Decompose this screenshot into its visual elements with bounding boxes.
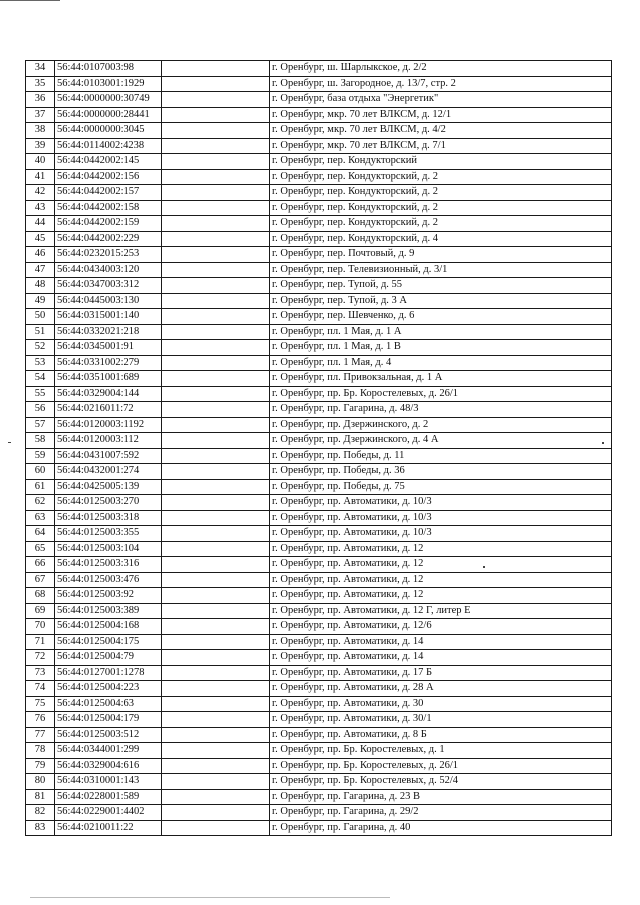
extra-cell bbox=[162, 743, 270, 759]
address-cell: г. Оренбург, пер. Кондукторский, д. 2 bbox=[270, 216, 612, 232]
cadastral-number-cell: 56:44:0125004:63 bbox=[55, 696, 162, 712]
row-number-cell: 39 bbox=[26, 138, 55, 154]
row-number-cell: 45 bbox=[26, 231, 55, 247]
address-cell: г. Оренбург, пл. 1 Мая, д. 4 bbox=[270, 355, 612, 371]
address-cell: г. Оренбург, база отдыха "Энергетик" bbox=[270, 92, 612, 108]
cadastral-number-cell: 56:44:0315001:140 bbox=[55, 309, 162, 325]
address-cell: г. Оренбург, пер. Кондукторский bbox=[270, 154, 612, 170]
address-cell: г. Оренбург, пр. Дзержинского, д. 4 А bbox=[270, 433, 612, 449]
row-number-cell: 74 bbox=[26, 681, 55, 697]
address-cell: г. Оренбург, пр. Автоматики, д. 12 Г, литер Е bbox=[270, 603, 612, 619]
row-number-cell: 76 bbox=[26, 712, 55, 728]
extra-cell bbox=[162, 386, 270, 402]
row-number-cell: 43 bbox=[26, 200, 55, 216]
address-cell: г. Оренбург, пр. Автоматики, д. 10/3 bbox=[270, 495, 612, 511]
address-cell: г. Оренбург, пр. Гагарина, д. 40 bbox=[270, 820, 612, 836]
cadastral-number-cell: 56:44:0120003:112 bbox=[55, 433, 162, 449]
extra-cell bbox=[162, 278, 270, 294]
extra-cell bbox=[162, 758, 270, 774]
table-row bbox=[26, 712, 612, 728]
address-cell: г. Оренбург, ш. Шарлыкское, д. 2/2 bbox=[270, 61, 612, 77]
table-row bbox=[26, 464, 612, 480]
address-cell: г. Оренбург, пр. Автоматики, д. 28 А bbox=[270, 681, 612, 697]
row-number-cell: 72 bbox=[26, 650, 55, 666]
extra-cell bbox=[162, 634, 270, 650]
table-row bbox=[26, 123, 612, 139]
address-cell: г. Оренбург, пер. Шевченко, д. 6 bbox=[270, 309, 612, 325]
table-row bbox=[26, 247, 612, 263]
row-number-cell: 37 bbox=[26, 107, 55, 123]
scan-edge-mark bbox=[0, 0, 60, 1]
extra-cell bbox=[162, 557, 270, 573]
extra-cell bbox=[162, 479, 270, 495]
row-number-cell: 62 bbox=[26, 495, 55, 511]
table-row bbox=[26, 789, 612, 805]
cadastral-number-cell: 56:44:0125003:389 bbox=[55, 603, 162, 619]
scan-speck bbox=[602, 442, 604, 444]
cadastral-number-cell: 56:44:0103001:1929 bbox=[55, 76, 162, 92]
extra-cell bbox=[162, 789, 270, 805]
row-number-cell: 73 bbox=[26, 665, 55, 681]
address-cell: г. Оренбург, пр. Автоматики, д. 10/3 bbox=[270, 510, 612, 526]
cadastral-number-cell: 56:44:0329004:144 bbox=[55, 386, 162, 402]
row-number-cell: 36 bbox=[26, 92, 55, 108]
table-row bbox=[26, 727, 612, 743]
extra-cell bbox=[162, 448, 270, 464]
row-number-cell: 82 bbox=[26, 805, 55, 821]
table-row bbox=[26, 696, 612, 712]
cadastral-number-cell: 56:44:0125003:355 bbox=[55, 526, 162, 542]
cadastral-number-cell: 56:44:0432001:274 bbox=[55, 464, 162, 480]
cadastral-number-cell: 56:44:0232015:253 bbox=[55, 247, 162, 263]
extra-cell bbox=[162, 402, 270, 418]
cadastral-number-cell: 56:44:0442002:145 bbox=[55, 154, 162, 170]
address-cell: г. Оренбург, мкр. 70 лет ВЛКСМ, д. 4/2 bbox=[270, 123, 612, 139]
address-cell: г. Оренбург, пр. Автоматики, д. 8 Б bbox=[270, 727, 612, 743]
row-number-cell: 68 bbox=[26, 588, 55, 604]
table-row bbox=[26, 433, 612, 449]
row-number-cell: 44 bbox=[26, 216, 55, 232]
table-row bbox=[26, 262, 612, 278]
cadastral-number-cell: 56:44:0216011:72 bbox=[55, 402, 162, 418]
table-row bbox=[26, 634, 612, 650]
extra-cell bbox=[162, 681, 270, 697]
extra-cell bbox=[162, 665, 270, 681]
cadastral-number-cell: 56:44:0114002:4238 bbox=[55, 138, 162, 154]
cadastral-number-cell: 56:44:0000000:30749 bbox=[55, 92, 162, 108]
address-cell: г. Оренбург, пр. Бр. Коростелевых, д. 26/1 bbox=[270, 386, 612, 402]
table-row bbox=[26, 681, 612, 697]
table-row bbox=[26, 619, 612, 635]
extra-cell bbox=[162, 216, 270, 232]
extra-cell bbox=[162, 541, 270, 557]
extra-cell bbox=[162, 355, 270, 371]
row-number-cell: 64 bbox=[26, 526, 55, 542]
table-row bbox=[26, 650, 612, 666]
row-number-cell: 71 bbox=[26, 634, 55, 650]
extra-cell bbox=[162, 61, 270, 77]
cadastral-number-cell: 56:44:0442002:157 bbox=[55, 185, 162, 201]
row-number-cell: 70 bbox=[26, 619, 55, 635]
cadastral-number-cell: 56:44:0127001:1278 bbox=[55, 665, 162, 681]
cadastral-number-cell: 56:44:0107003:98 bbox=[55, 61, 162, 77]
extra-cell bbox=[162, 340, 270, 356]
extra-cell bbox=[162, 619, 270, 635]
address-cell: г. Оренбург, пр. Автоматики, д. 30 bbox=[270, 696, 612, 712]
extra-cell bbox=[162, 572, 270, 588]
row-number-cell: 67 bbox=[26, 572, 55, 588]
table-row bbox=[26, 805, 612, 821]
cadastral-number-cell: 56:44:0125004:223 bbox=[55, 681, 162, 697]
row-number-cell: 46 bbox=[26, 247, 55, 263]
table-row bbox=[26, 309, 612, 325]
table-row bbox=[26, 603, 612, 619]
extra-cell bbox=[162, 185, 270, 201]
cadastral-number-cell: 56:44:0442002:159 bbox=[55, 216, 162, 232]
extra-cell bbox=[162, 371, 270, 387]
cadastral-number-cell: 56:44:0329004:616 bbox=[55, 758, 162, 774]
extra-cell bbox=[162, 138, 270, 154]
extra-cell bbox=[162, 805, 270, 821]
address-cell: г. Оренбург, пр. Бр. Коростелевых, д. 52/4 bbox=[270, 774, 612, 790]
row-number-cell: 66 bbox=[26, 557, 55, 573]
table-row bbox=[26, 479, 612, 495]
cadastral-number-cell: 56:44:0310001:143 bbox=[55, 774, 162, 790]
row-number-cell: 49 bbox=[26, 293, 55, 309]
row-number-cell: 58 bbox=[26, 433, 55, 449]
extra-cell bbox=[162, 820, 270, 836]
address-cell: г. Оренбург, пер. Почтовый, д. 9 bbox=[270, 247, 612, 263]
table-row bbox=[26, 340, 612, 356]
table-row bbox=[26, 541, 612, 557]
table-row bbox=[26, 386, 612, 402]
row-number-cell: 42 bbox=[26, 185, 55, 201]
extra-cell bbox=[162, 107, 270, 123]
row-number-cell: 57 bbox=[26, 417, 55, 433]
address-cell: г. Оренбург, пр. Гагарина, д. 29/2 bbox=[270, 805, 612, 821]
address-cell: г. Оренбург, пл. 1 Мая, д. 1 А bbox=[270, 324, 612, 340]
cadastral-number-cell: 56:44:0125004:168 bbox=[55, 619, 162, 635]
table-row bbox=[26, 820, 612, 836]
extra-cell bbox=[162, 712, 270, 728]
cadastral-number-cell: 56:44:0125003:92 bbox=[55, 588, 162, 604]
table-row bbox=[26, 402, 612, 418]
cadastral-number-cell: 56:44:0442002:158 bbox=[55, 200, 162, 216]
row-number-cell: 80 bbox=[26, 774, 55, 790]
address-cell: г. Оренбург, пл. 1 Мая, д. 1 В bbox=[270, 340, 612, 356]
table-row bbox=[26, 324, 612, 340]
row-number-cell: 60 bbox=[26, 464, 55, 480]
extra-cell bbox=[162, 774, 270, 790]
extra-cell bbox=[162, 696, 270, 712]
row-number-cell: 47 bbox=[26, 262, 55, 278]
address-cell: г. Оренбург, пр. Автоматики, д. 12 bbox=[270, 557, 612, 573]
table-row bbox=[26, 448, 612, 464]
table-row bbox=[26, 665, 612, 681]
address-cell: г. Оренбург, пр. Автоматики, д. 12 bbox=[270, 588, 612, 604]
row-number-cell: 34 bbox=[26, 61, 55, 77]
row-number-cell: 41 bbox=[26, 169, 55, 185]
row-number-cell: 77 bbox=[26, 727, 55, 743]
row-number-cell: 61 bbox=[26, 479, 55, 495]
address-cell: г. Оренбург, мкр. 70 лет ВЛКСМ, д. 7/1 bbox=[270, 138, 612, 154]
row-number-cell: 63 bbox=[26, 510, 55, 526]
extra-cell bbox=[162, 154, 270, 170]
cadastral-number-cell: 56:44:0125003:476 bbox=[55, 572, 162, 588]
address-cell: г. Оренбург, пр. Победы, д. 36 bbox=[270, 464, 612, 480]
scan-speck bbox=[483, 566, 485, 568]
address-cell: г. Оренбург, пр. Дзержинского, д. 2 bbox=[270, 417, 612, 433]
extra-cell bbox=[162, 433, 270, 449]
address-cell: г. Оренбург, пер. Кондукторский, д. 2 bbox=[270, 169, 612, 185]
extra-cell bbox=[162, 309, 270, 325]
row-number-cell: 35 bbox=[26, 76, 55, 92]
row-number-cell: 51 bbox=[26, 324, 55, 340]
table-row bbox=[26, 107, 612, 123]
address-cell: г. Оренбург, пр. Автоматики, д. 30/1 bbox=[270, 712, 612, 728]
address-cell: г. Оренбург, пер. Телевизионный, д. 3/1 bbox=[270, 262, 612, 278]
cadastral-number-cell: 56:44:0228001:589 bbox=[55, 789, 162, 805]
table-row bbox=[26, 417, 612, 433]
row-number-cell: 83 bbox=[26, 820, 55, 836]
row-number-cell: 79 bbox=[26, 758, 55, 774]
extra-cell bbox=[162, 247, 270, 263]
address-cell: г. Оренбург, пр. Победы, д. 11 bbox=[270, 448, 612, 464]
extra-cell bbox=[162, 169, 270, 185]
row-number-cell: 53 bbox=[26, 355, 55, 371]
table-row bbox=[26, 185, 612, 201]
address-cell: г. Оренбург, пр. Бр. Коростелевых, д. 26/1 bbox=[270, 758, 612, 774]
extra-cell bbox=[162, 650, 270, 666]
table-row bbox=[26, 92, 612, 108]
address-cell: г. Оренбург, пр. Автоматики, д. 17 Б bbox=[270, 665, 612, 681]
table-row bbox=[26, 743, 612, 759]
row-number-cell: 54 bbox=[26, 371, 55, 387]
address-cell: г. Оренбург, пер. Кондукторский, д. 2 bbox=[270, 185, 612, 201]
cadastral-number-cell: 56:44:0344001:299 bbox=[55, 743, 162, 759]
cadastral-number-cell: 56:44:0331002:279 bbox=[55, 355, 162, 371]
cadastral-number-cell: 56:44:0442002:229 bbox=[55, 231, 162, 247]
table-row bbox=[26, 526, 612, 542]
cadastral-number-cell: 56:44:0125003:104 bbox=[55, 541, 162, 557]
table-row bbox=[26, 76, 612, 92]
table-body bbox=[26, 61, 612, 836]
cadastral-number-cell: 56:44:0332021:218 bbox=[55, 324, 162, 340]
address-cell: г. Оренбург, пл. Привокзальная, д. 1 А bbox=[270, 371, 612, 387]
row-number-cell: 56 bbox=[26, 402, 55, 418]
table-row bbox=[26, 154, 612, 170]
table-row bbox=[26, 61, 612, 77]
extra-cell bbox=[162, 510, 270, 526]
cadastral-number-cell: 56:44:0125004:179 bbox=[55, 712, 162, 728]
address-cell: г. Оренбург, пр. Гагарина, д. 23 В bbox=[270, 789, 612, 805]
row-number-cell: 81 bbox=[26, 789, 55, 805]
extra-cell bbox=[162, 262, 270, 278]
cadastral-number-cell: 56:44:0210011:22 bbox=[55, 820, 162, 836]
extra-cell bbox=[162, 526, 270, 542]
table-row bbox=[26, 200, 612, 216]
address-cell: г. Оренбург, пр. Бр. Коростелевых, д. 1 bbox=[270, 743, 612, 759]
table-row bbox=[26, 355, 612, 371]
address-cell: г. Оренбург, пер. Тупой, д. 3 А bbox=[270, 293, 612, 309]
address-cell: г. Оренбург, пер. Кондукторский, д. 2 bbox=[270, 200, 612, 216]
address-cell: г. Оренбург, пр. Победы, д. 75 bbox=[270, 479, 612, 495]
row-number-cell: 59 bbox=[26, 448, 55, 464]
table-row bbox=[26, 774, 612, 790]
cadastral-number-cell: 56:44:0125004:175 bbox=[55, 634, 162, 650]
row-number-cell: 38 bbox=[26, 123, 55, 139]
cadastral-number-cell: 56:44:0229001:4402 bbox=[55, 805, 162, 821]
row-number-cell: 48 bbox=[26, 278, 55, 294]
extra-cell bbox=[162, 727, 270, 743]
address-cell: г. Оренбург, ш. Загородное, д. 13/7, стр. 2 bbox=[270, 76, 612, 92]
table-row bbox=[26, 216, 612, 232]
extra-cell bbox=[162, 200, 270, 216]
extra-cell bbox=[162, 324, 270, 340]
extra-cell bbox=[162, 92, 270, 108]
table-row bbox=[26, 293, 612, 309]
cadastral-number-cell: 56:44:0445003:130 bbox=[55, 293, 162, 309]
cadastral-number-cell: 56:44:0000000:28441 bbox=[55, 107, 162, 123]
extra-cell bbox=[162, 417, 270, 433]
extra-cell bbox=[162, 464, 270, 480]
cadastral-number-cell: 56:44:0351001:689 bbox=[55, 371, 162, 387]
cadastral-number-cell: 56:44:0125003:318 bbox=[55, 510, 162, 526]
address-cell: г. Оренбург, пер. Кондукторский, д. 4 bbox=[270, 231, 612, 247]
extra-cell bbox=[162, 293, 270, 309]
address-cell: г. Оренбург, пер. Тупой, д. 55 bbox=[270, 278, 612, 294]
table-row bbox=[26, 588, 612, 604]
table-row bbox=[26, 758, 612, 774]
row-number-cell: 50 bbox=[26, 309, 55, 325]
address-cell: г. Оренбург, пр. Автоматики, д. 12 bbox=[270, 572, 612, 588]
row-number-cell: 55 bbox=[26, 386, 55, 402]
extra-cell bbox=[162, 495, 270, 511]
address-cell: г. Оренбург, мкр. 70 лет ВЛКСМ, д. 12/1 bbox=[270, 107, 612, 123]
row-number-cell: 78 bbox=[26, 743, 55, 759]
extra-cell bbox=[162, 603, 270, 619]
table-row bbox=[26, 169, 612, 185]
cadastral-number-cell: 56:44:0000000:3045 bbox=[55, 123, 162, 139]
table-row bbox=[26, 495, 612, 511]
cadastral-number-cell: 56:44:0125003:512 bbox=[55, 727, 162, 743]
address-cell: г. Оренбург, пр. Автоматики, д. 12 bbox=[270, 541, 612, 557]
scan-edge-mark bbox=[30, 897, 390, 898]
row-number-cell: 40 bbox=[26, 154, 55, 170]
cadastral-number-cell: 56:44:0125003:316 bbox=[55, 557, 162, 573]
extra-cell bbox=[162, 76, 270, 92]
extra-cell bbox=[162, 588, 270, 604]
cadastral-number-cell: 56:44:0125003:270 bbox=[55, 495, 162, 511]
row-number-cell: 52 bbox=[26, 340, 55, 356]
cadastral-number-cell: 56:44:0431007:592 bbox=[55, 448, 162, 464]
cadastral-number-cell: 56:44:0125004:79 bbox=[55, 650, 162, 666]
address-cell: г. Оренбург, пр. Автоматики, д. 12/6 bbox=[270, 619, 612, 635]
cadastral-number-cell: 56:44:0345001:91 bbox=[55, 340, 162, 356]
row-number-cell: 65 bbox=[26, 541, 55, 557]
row-number-cell: 69 bbox=[26, 603, 55, 619]
address-cell: г. Оренбург, пр. Автоматики, д. 14 bbox=[270, 650, 612, 666]
table-row bbox=[26, 231, 612, 247]
address-cell: г. Оренбург, пр. Автоматики, д. 10/3 bbox=[270, 526, 612, 542]
address-cell: г. Оренбург, пр. Автоматики, д. 14 bbox=[270, 634, 612, 650]
extra-cell bbox=[162, 123, 270, 139]
extra-cell bbox=[162, 231, 270, 247]
table-row bbox=[26, 572, 612, 588]
cadastral-number-cell: 56:44:0434003:120 bbox=[55, 262, 162, 278]
scan-speck bbox=[8, 442, 11, 443]
table-row bbox=[26, 557, 612, 573]
cadastral-number-cell: 56:44:0425005:139 bbox=[55, 479, 162, 495]
table-row bbox=[26, 138, 612, 154]
cadastral-number-cell: 56:44:0347003:312 bbox=[55, 278, 162, 294]
table-row bbox=[26, 371, 612, 387]
table-row bbox=[26, 510, 612, 526]
property-register-table bbox=[25, 60, 612, 836]
address-cell: г. Оренбург, пр. Гагарина, д. 48/3 bbox=[270, 402, 612, 418]
table-row bbox=[26, 278, 612, 294]
cadastral-number-cell: 56:44:0120003:1192 bbox=[55, 417, 162, 433]
cadastral-number-cell: 56:44:0442002:156 bbox=[55, 169, 162, 185]
row-number-cell: 75 bbox=[26, 696, 55, 712]
